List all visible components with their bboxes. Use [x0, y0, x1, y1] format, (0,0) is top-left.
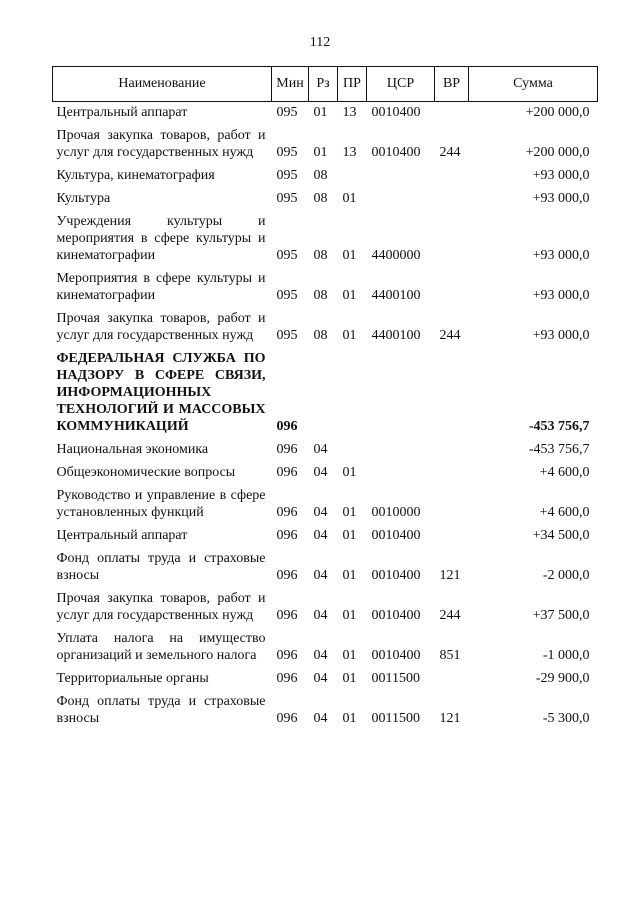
row-csr-cell: 4400100: [371, 288, 421, 303]
row-sum-cell: -5 300,0: [542, 711, 590, 726]
row-csr-cell: 0010400: [371, 648, 421, 663]
column-header-vr: ВР: [435, 67, 469, 102]
row-vr-cell: [435, 485, 469, 525]
row-min-cell: 096: [276, 419, 298, 434]
row-sum-cell: +93 000,0: [532, 328, 590, 343]
row-sum-cell: +93 000,0: [532, 248, 590, 263]
row-vr-cell: 244: [439, 145, 461, 160]
row-pr-cell: [338, 348, 367, 439]
row-min-cell: 096: [276, 528, 298, 543]
table-row: [53, 628, 598, 668]
row-vr-cell: [435, 462, 469, 485]
table-row: [53, 102, 598, 126]
row-pr-cell: 01: [342, 528, 357, 543]
table-row: [53, 548, 598, 588]
row-csr-cell: 0010400: [371, 105, 421, 120]
row-sum-cell: -453 756,7: [528, 442, 590, 457]
row-vr-cell: [435, 668, 469, 691]
table-row: [53, 188, 598, 211]
row-sum-cell: +93 000,0: [532, 191, 590, 206]
row-csr-cell: 0011500: [371, 711, 420, 726]
row-rz-cell: 04: [313, 711, 328, 726]
row-rz-cell: 04: [313, 528, 328, 543]
row-name-cell: Учреждения культуры и мероприятия в сфере культуры и кинематографии: [56, 214, 266, 263]
row-min-cell: 096: [276, 648, 298, 663]
table-row: [53, 668, 598, 691]
row-vr-cell: [435, 211, 469, 268]
row-pr-cell: 01: [342, 328, 357, 343]
row-name-cell: Руководство и управление в сфере установленных функций: [56, 488, 266, 520]
row-rz-cell: 04: [313, 505, 328, 520]
row-sum-cell: -453 756,7: [528, 419, 590, 434]
row-sum-cell: +200 000,0: [525, 105, 590, 120]
row-csr-cell: 0010400: [371, 568, 421, 583]
row-sum-cell: +34 500,0: [532, 528, 590, 543]
row-csr-cell: 4400100: [371, 328, 421, 343]
table-row: [53, 211, 598, 268]
row-vr-cell: [435, 348, 469, 439]
row-vr-cell: 121: [439, 711, 461, 726]
row-vr-cell: [435, 525, 469, 548]
row-rz-cell: 01: [313, 145, 328, 160]
row-vr-cell: 121: [439, 568, 461, 583]
row-rz-cell: 08: [313, 328, 328, 343]
row-vr-cell: [435, 188, 469, 211]
row-pr-cell: 01: [342, 191, 357, 206]
row-name-cell: Мероприятия в сфере культуры и кинематографии: [56, 271, 266, 303]
row-min-cell: 096: [276, 505, 298, 520]
row-pr-cell: 01: [342, 505, 357, 520]
row-csr-cell: 0011500: [371, 671, 420, 686]
row-vr-cell: 851: [439, 648, 461, 663]
row-sum-cell: -1 000,0: [542, 648, 590, 663]
row-rz-cell: 08: [313, 248, 328, 263]
column-header-csr: ЦСР: [367, 67, 435, 102]
row-rz-cell: 01: [313, 105, 328, 120]
row-pr-cell: 01: [342, 711, 357, 726]
row-min-cell: 096: [276, 465, 298, 480]
budget-table: [52, 66, 598, 731]
row-name-cell: Уплата налога на имущество организаций и земельного налога: [56, 631, 266, 663]
column-header-pr: ПР: [338, 67, 367, 102]
row-sum-cell: -29 900,0: [535, 671, 590, 686]
table-row: [53, 439, 598, 462]
table-row: [53, 165, 598, 188]
row-pr-cell: 01: [342, 648, 357, 663]
row-name-cell: Фонд оплаты труда и страховые взносы: [56, 694, 266, 726]
row-csr-cell: [367, 462, 435, 485]
row-sum-cell: +4 600,0: [539, 505, 590, 520]
table-row: [53, 268, 598, 308]
row-min-cell: 095: [276, 191, 298, 206]
row-sum-cell: +37 500,0: [532, 608, 590, 623]
row-rz-cell: 08: [313, 168, 328, 183]
row-rz-cell: 04: [313, 671, 328, 686]
row-sum-cell: -2 000,0: [542, 568, 590, 583]
table-row: [53, 588, 598, 628]
row-csr-cell: [367, 348, 435, 439]
row-pr-cell: 01: [342, 671, 357, 686]
column-header-sum: Сумма: [469, 67, 598, 102]
row-name-cell: ФЕДЕРАЛЬНАЯ СЛУЖБА ПО НАДЗОРУ В СФЕРЕ СВЯЗИ, ИНФОРМАЦИОННЫХ ТЕХНОЛОГИЙ И МАССОВЫХ КОММУНИКАЦИЙ: [56, 351, 266, 434]
row-csr-cell: 0010000: [371, 505, 421, 520]
row-sum-cell: +4 600,0: [539, 465, 590, 480]
row-csr-cell: 0010400: [371, 528, 421, 543]
row-min-cell: 095: [276, 248, 298, 263]
row-pr-cell: 01: [342, 608, 357, 623]
row-vr-cell: [435, 165, 469, 188]
row-vr-cell: [435, 439, 469, 462]
row-vr-cell: 244: [439, 328, 461, 343]
row-min-cell: 095: [276, 105, 298, 120]
row-csr-cell: 0010400: [371, 608, 421, 623]
table-row: [53, 525, 598, 548]
row-min-cell: 096: [276, 608, 298, 623]
row-name-cell: Прочая закупка товаров, работ и услуг для государственных нужд: [56, 311, 266, 343]
column-header-min: Мин: [272, 67, 309, 102]
table-body: [53, 102, 598, 732]
row-name-cell: Фонд оплаты труда и страховые взносы: [56, 551, 266, 583]
row-pr-cell: 01: [342, 568, 357, 583]
row-name-cell: Культура: [56, 191, 111, 206]
row-name-cell: Общеэкономические вопросы: [56, 465, 236, 480]
row-rz-cell: 04: [313, 465, 328, 480]
row-min-cell: 095: [276, 168, 298, 183]
table-row: [53, 125, 598, 165]
row-rz-cell: 04: [313, 608, 328, 623]
row-name-cell: Центральный аппарат: [56, 528, 188, 543]
table-row: [53, 308, 598, 348]
row-min-cell: 095: [276, 328, 298, 343]
row-vr-cell: 244: [439, 608, 461, 623]
row-name-cell: Культура, кинематография: [56, 168, 215, 183]
row-pr-cell: 01: [342, 288, 357, 303]
table-row: [53, 462, 598, 485]
row-rz-cell: 04: [313, 442, 328, 457]
row-pr-cell: 01: [342, 248, 357, 263]
row-name-cell: Национальная экономика: [56, 442, 209, 457]
row-csr-cell: [367, 165, 435, 188]
table-row: [53, 691, 598, 731]
row-csr-cell: 0010400: [371, 145, 421, 160]
row-csr-cell: [367, 439, 435, 462]
row-min-cell: 096: [276, 442, 298, 457]
page-number: 112: [309, 35, 331, 50]
row-min-cell: 096: [276, 671, 298, 686]
row-name-cell: Прочая закупка товаров, работ и услуг для государственных нужд: [56, 128, 266, 160]
row-rz-cell: 04: [313, 568, 328, 583]
row-rz-cell: [309, 348, 338, 439]
row-vr-cell: [435, 102, 469, 126]
row-csr-cell: [367, 188, 435, 211]
row-csr-cell: 4400000: [371, 248, 421, 263]
row-name-cell: Прочая закупка товаров, работ и услуг для государственных нужд: [56, 591, 266, 623]
row-rz-cell: 04: [313, 648, 328, 663]
column-header-rz: Рз: [309, 67, 338, 102]
row-pr-cell: 13: [342, 145, 357, 160]
table-row: [53, 485, 598, 525]
row-min-cell: 096: [276, 711, 298, 726]
row-min-cell: 095: [276, 288, 298, 303]
row-name-cell: Центральный аппарат: [56, 105, 188, 120]
row-sum-cell: +93 000,0: [532, 288, 590, 303]
table-row: [53, 348, 598, 439]
table-header: [53, 67, 598, 102]
row-pr-cell: [338, 165, 367, 188]
row-sum-cell: +200 000,0: [525, 145, 590, 160]
row-pr-cell: 01: [342, 465, 357, 480]
column-header-name: Наименование: [53, 67, 272, 102]
row-name-cell: Территориальные органы: [56, 671, 209, 686]
row-pr-cell: 13: [342, 105, 357, 120]
row-min-cell: 096: [276, 568, 298, 583]
row-sum-cell: +93 000,0: [532, 168, 590, 183]
row-rz-cell: 08: [313, 191, 328, 206]
row-vr-cell: [435, 268, 469, 308]
row-min-cell: 095: [276, 145, 298, 160]
row-pr-cell: [338, 439, 367, 462]
row-rz-cell: 08: [313, 288, 328, 303]
